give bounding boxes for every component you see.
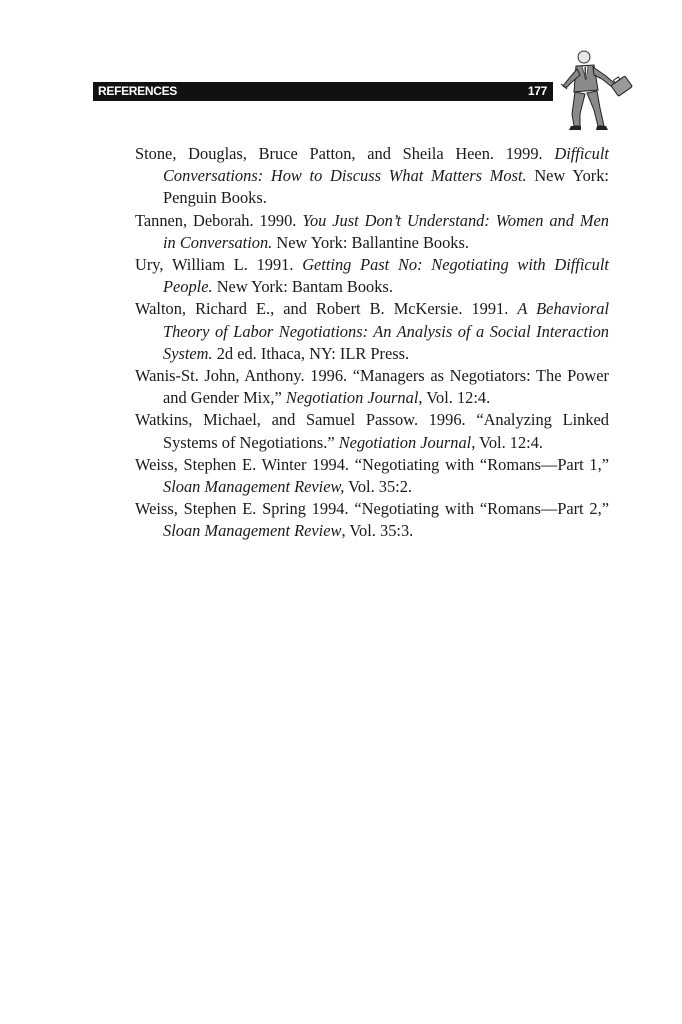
- reference-entry: [135, 298, 609, 365]
- reference-publisher: Vol. 12:4.: [475, 432, 544, 452]
- businessman-with-briefcase-icon: [560, 48, 638, 134]
- reference-author: Wanis-St. John, Anthony. 1996. “Managers as Negotiators: The Power and Gender Mix,”: [135, 366, 609, 408]
- reference-publisher: , Vol. 12:4.: [418, 388, 491, 408]
- reference-publisher: New York: Ballantine Books.: [272, 232, 469, 252]
- reference-title: Sloan Management Review,: [163, 477, 345, 497]
- reference-author: Tannen, Deborah. 1990.: [135, 210, 303, 230]
- reference-publisher: 2d ed. Ithaca, NY: ILR Press.: [212, 343, 410, 363]
- reference-entry: [135, 454, 609, 498]
- section-title: REFERENCES: [98, 84, 178, 98]
- reference-author: Ury, William L. 1991.: [135, 255, 303, 275]
- reference-list: [135, 143, 609, 543]
- reference-title: Sloan Management Review: [163, 521, 342, 541]
- reference-author: Walton, Richard E., and Robert B. McKersie. 1991.: [135, 299, 518, 319]
- reference-title: Getting Past No: Negotiating with Difficult People.: [163, 255, 609, 297]
- reference-title: Difficult Conversations: How to Discuss What Matters Most.: [163, 144, 609, 186]
- reference-entry: [135, 365, 609, 409]
- reference-author: Stone, Douglas, Bruce Patton, and Sheila Heen. 1999.: [135, 144, 555, 163]
- running-header: [93, 82, 553, 101]
- reference-publisher: New York: Bantam Books.: [212, 277, 393, 297]
- page-number: 177: [527, 84, 547, 98]
- reference-author: Weiss, Stephen E. Winter 1994. “Negotiating with “Romans—Part 1,”: [135, 454, 609, 474]
- reference-publisher: , Vol. 35:3.: [341, 521, 414, 541]
- reference-entry: [135, 254, 609, 298]
- reference-entry: [135, 210, 609, 254]
- reference-entry: [135, 143, 609, 210]
- reference-title: Negotiation Journal,: [338, 432, 476, 452]
- reference-entry: [135, 409, 609, 453]
- reference-title: A Behavioral Theory of Labor Negotiations: An Analysis of a Social Interaction System.: [163, 299, 609, 363]
- reference-publisher: New York: Penguin Books.: [163, 166, 609, 208]
- reference-title: You Just Don’t Understand: Women and Men in Conversation.: [163, 210, 609, 252]
- reference-title: Negotiation Journal: [285, 388, 419, 408]
- reference-entry: [135, 498, 609, 542]
- reference-author: Weiss, Stephen E. Spring 1994. “Negotiating with “Romans—Part 2,”: [135, 499, 609, 519]
- reference-publisher: Vol. 35:2.: [344, 477, 413, 497]
- reference-author: Watkins, Michael, and Samuel Passow. 1996. “Analyzing Linked Systems of Negotiations.”: [135, 410, 609, 452]
